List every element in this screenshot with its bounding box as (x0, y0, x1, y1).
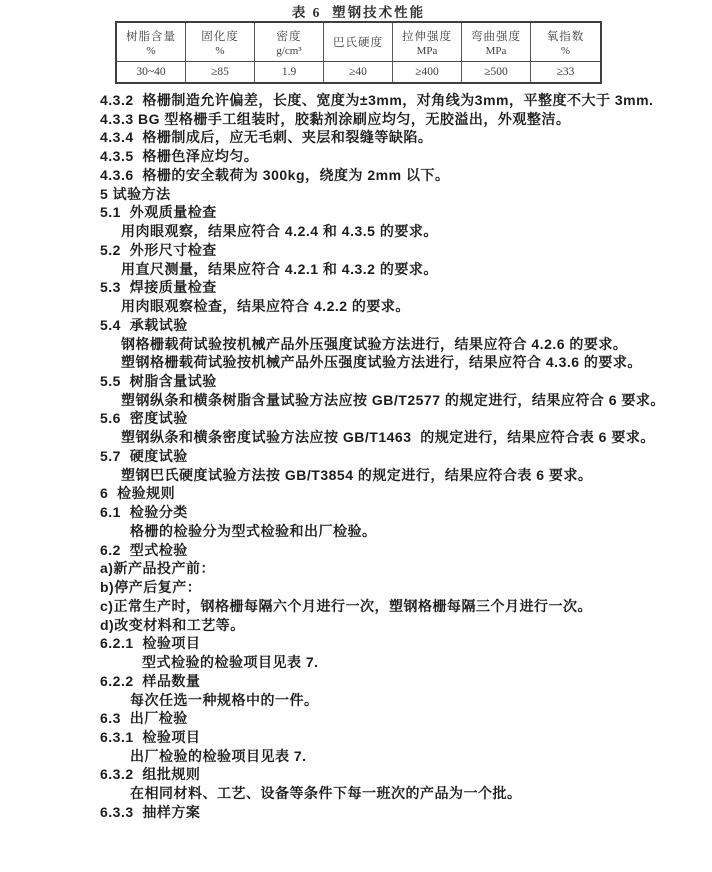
text-line: 格栅的检验分为型式检验和出厂检验。 (130, 522, 377, 539)
text-line: 6.3.1 检验项目 (100, 728, 201, 745)
table-value-cell: ≥500 (462, 62, 531, 82)
text-line: 5.1 外观质量检查 (100, 204, 217, 221)
table-header-unit: MPa (416, 44, 438, 57)
table-value-cell: ≥400 (393, 62, 462, 82)
text-line: 6.2.1 检验项目 (100, 635, 201, 652)
text-line: 5.6 密度试验 (100, 410, 188, 427)
table-header-unit: % (215, 44, 225, 57)
table-header-unit: g/cm³ (276, 44, 302, 57)
text-line: 用肉眼观察检查，结果应符合 4.2.2 的要求。 (121, 298, 410, 315)
text-line: 塑钢巴氏硬度试验方法按 GB/T3854 的规定进行，结果应符合表 6 要求。 (121, 466, 593, 483)
text-line: 型式检验的检验项目见表 7. (142, 654, 319, 671)
table-header-unit: MPa (485, 44, 507, 57)
text-line: 5.3 焊接质量检查 (100, 279, 217, 296)
text-line: 4.3.6 格栅的安全载荷为 300kg，绕度为 2mm 以下。 (100, 166, 450, 183)
table-header-unit: % (560, 44, 571, 57)
text-line: 6.3.2 组批规则 (100, 766, 201, 783)
text-line: 出厂检验的检验项目见表 7. (130, 747, 307, 764)
table-header-unit: % (146, 44, 156, 57)
text-line: 塑钢纵条和横条树脂含量试验方法应按 GB/T2577 的规定进行，结果应符合 6 要求。 (121, 391, 665, 408)
text-line: 6.2.2 样品数量 (100, 672, 201, 689)
text-line: 每次任选一种规格中的一件。 (130, 691, 319, 708)
text-line: 4.3.3 BG 型格栅手工组装时，胶黏剂涂刷应均匀，无胶溢出，外观整洁。 (100, 110, 571, 127)
text-line: a)新产品投产前： (100, 560, 215, 577)
table-header-cell (393, 23, 462, 61)
table-header-cell (255, 23, 324, 61)
table-value-cell: 1.9 (255, 62, 324, 82)
table-header-label: 氧指数 (546, 30, 585, 43)
table-header-label: 固化度 (201, 30, 239, 43)
text-line: 5.2 外形尺寸检查 (100, 241, 217, 258)
text-line: 5.4 承载试验 (100, 316, 188, 333)
table-header-label: 巴氏硬度 (333, 37, 383, 49)
text-line: 塑钢格栅载荷试验按机械产品外压强度试验方法进行，结果应符合 4.3.6 的要求。 (121, 354, 642, 371)
text-line: 6.3 出厂检验 (100, 710, 188, 727)
table-header-label: 弯曲强度 (471, 30, 521, 43)
text-line: 在相同材料、工艺、设备等条件下每一班次的产品为一个批。 (130, 785, 522, 802)
text-line: 4.3.2 格栅制造允许偏差，长度、宽度为±3mm，对角线为3mm，平整度不大于 3mm. (100, 92, 654, 108)
table-header-cell (531, 23, 600, 61)
text-line: 6 检验规则 (100, 485, 176, 502)
text-line: 6.2 型式检验 (100, 541, 188, 558)
table-header-label: 拉伸强度 (402, 30, 452, 43)
table-header-label: 密度 (276, 30, 302, 43)
text-line: c)正常生产时，钢格栅每隔六个月进行一次，塑钢格栅每隔三个月进行一次。 (100, 597, 592, 614)
text-line: 钢格栅载荷试验按机械产品外压强度试验方法进行，结果应符合 4.2.6 的要求。 (121, 335, 628, 352)
table-value-cell: ≥33 (556, 66, 575, 78)
text-line: 6.1 检验分类 (100, 504, 188, 521)
text-line: b)停产后复产： (100, 579, 202, 596)
text-line: 5.7 硬度试验 (100, 447, 188, 464)
text-line: 4.3.5 格栅色泽应均匀。 (100, 148, 259, 165)
table-header-cell (186, 23, 255, 61)
text-line: d)改变材料和工艺等。 (100, 616, 245, 633)
clause-text-block (100, 91, 665, 822)
table-header-cell (324, 23, 393, 61)
text-line: 用肉眼观察，结果应符合 4.2.4 和 4.3.5 的要求。 (121, 223, 438, 240)
table-caption: 表 6 塑钢技术性能 (291, 5, 426, 20)
table-header-label: 树脂含量 (126, 30, 176, 43)
spec-table-value-row (117, 62, 600, 82)
table-header-cell (117, 23, 186, 61)
text-line: 5.5 树脂含量试验 (100, 373, 217, 390)
text-line: 4.3.4 格栅制成后，应无毛刺、夹层和裂缝等缺陷。 (100, 129, 433, 146)
text-line: 用直尺测量，结果应符合 4.2.1 和 4.3.2 的要求。 (121, 260, 438, 277)
text-line: 5 试验方法 (100, 185, 171, 202)
table-header-cell (462, 23, 531, 61)
table-value-cell: ≥85 (186, 62, 255, 82)
text-line: 6.3.3 抽样方案 (100, 803, 201, 820)
table-value-cell: 30~40 (117, 62, 186, 82)
spec-table-header-row (117, 23, 600, 62)
spec-table (115, 21, 602, 84)
table-value-cell: ≥40 (324, 62, 393, 82)
text-line: 塑钢纵条和横条密度试验方法应按 GB/T1463 的规定进行，结果应符合表 6 要求。 (121, 429, 655, 446)
